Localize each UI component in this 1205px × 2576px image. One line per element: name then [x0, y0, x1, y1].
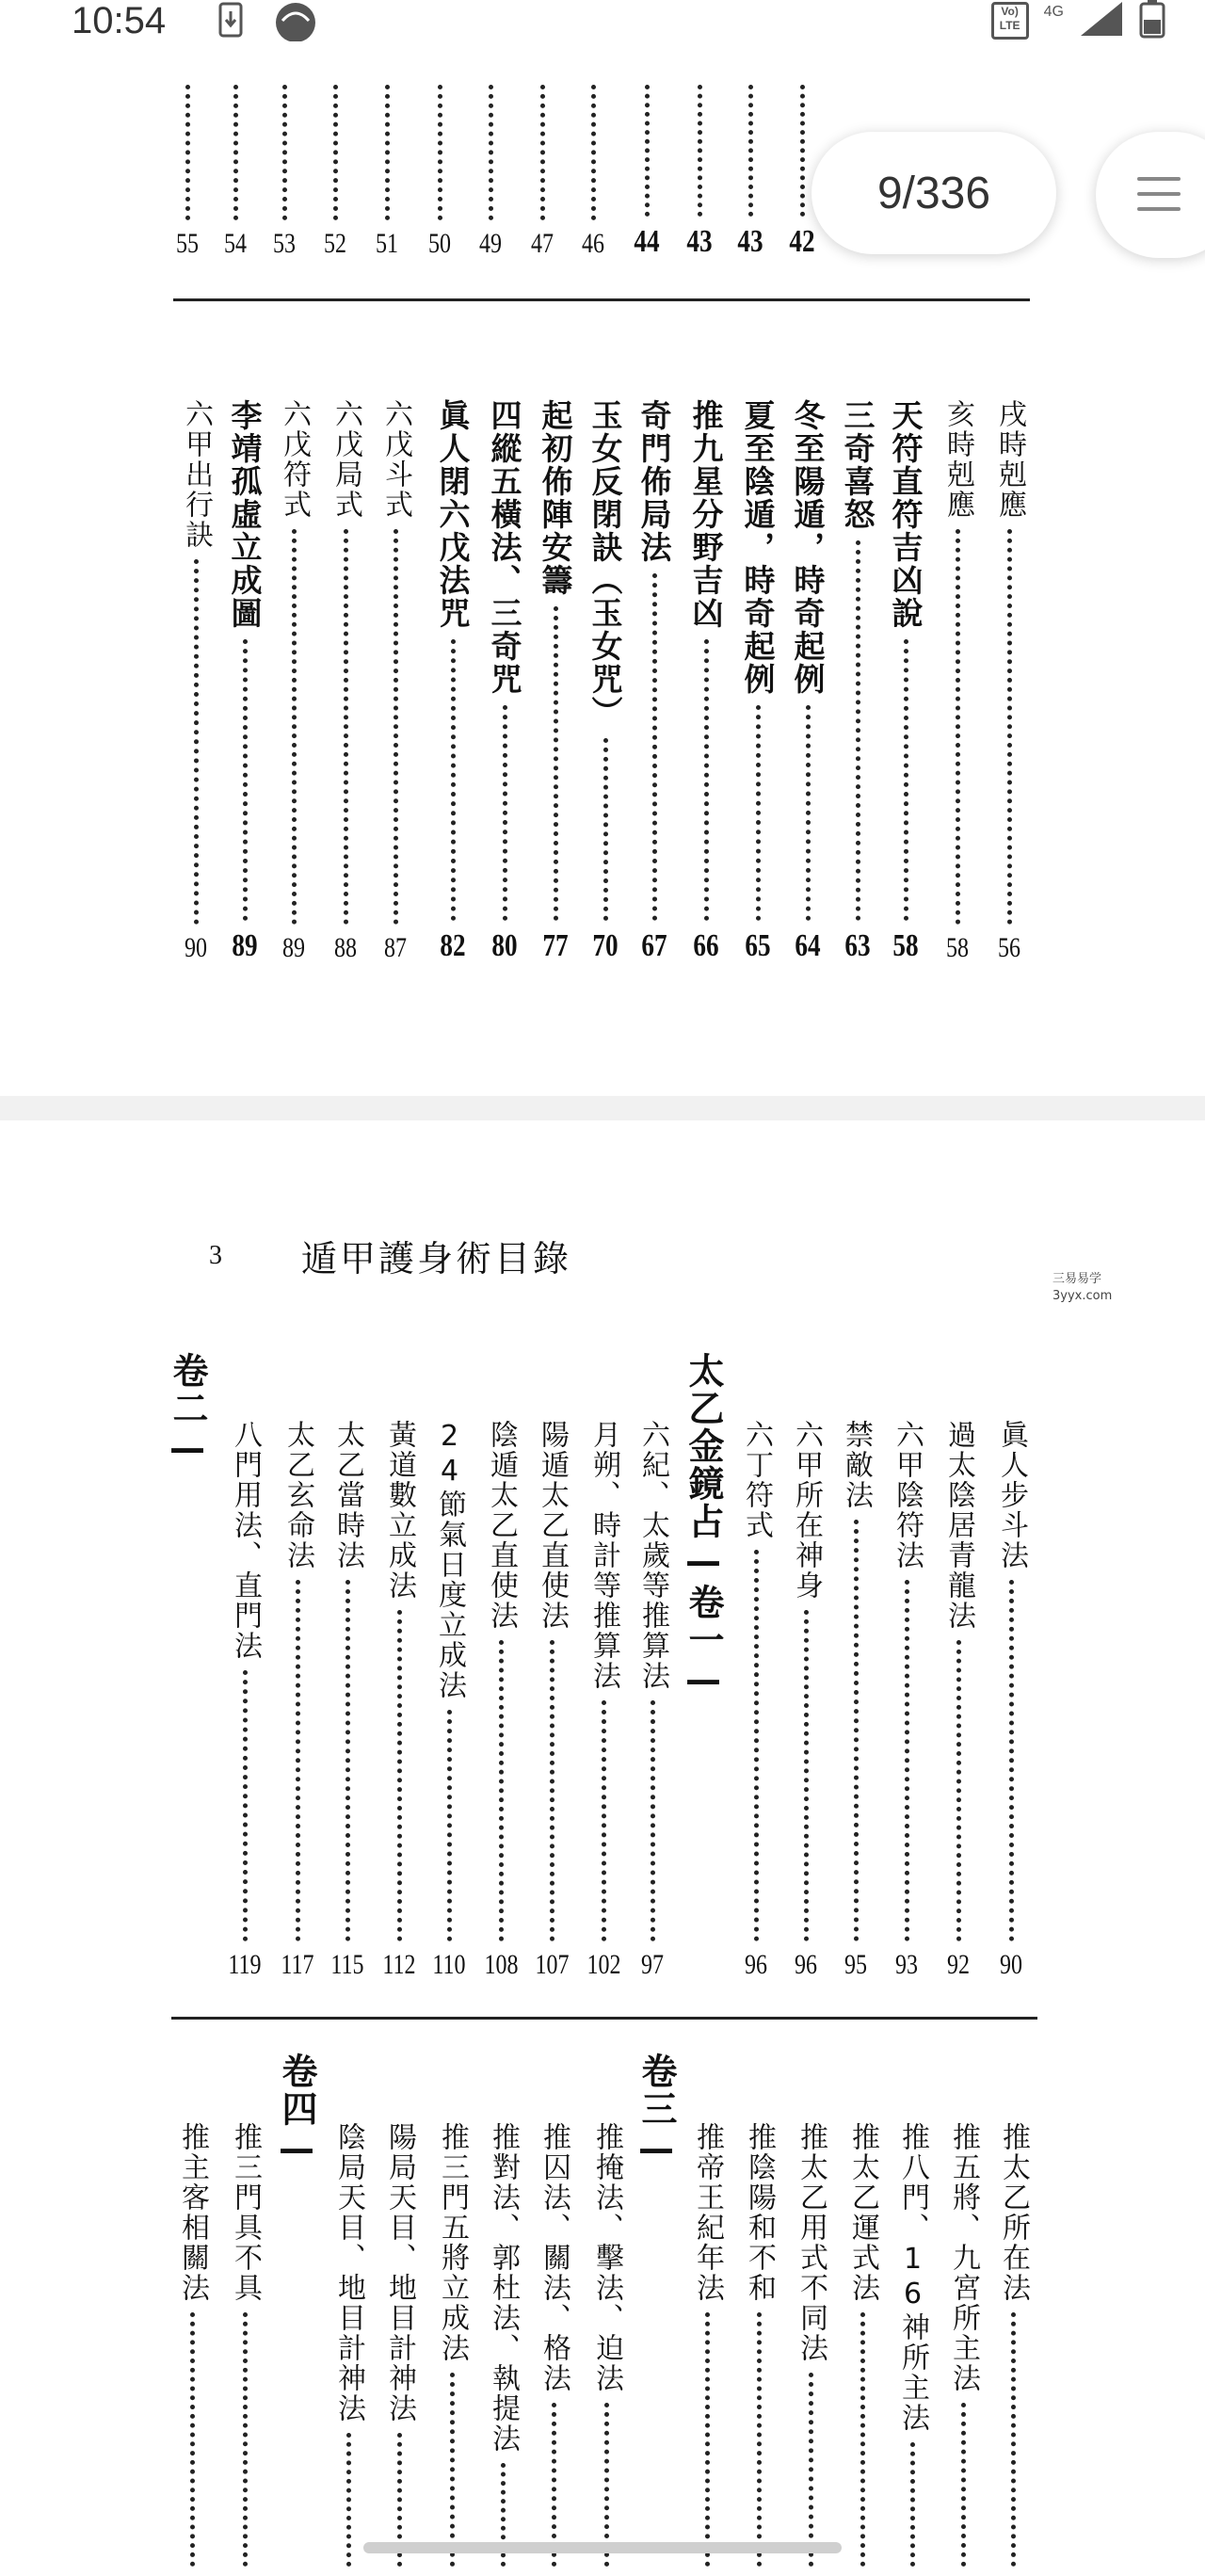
- toc-page-number: 50: [428, 228, 451, 259]
- leader-dots: [804, 1610, 809, 1941]
- toc-entry-title: 六甲出行訣: [180, 399, 213, 550]
- leader-dots: [905, 1580, 909, 1941]
- toc-page-number: 96: [745, 1949, 767, 1980]
- toc-entry: [886, 2122, 939, 2576]
- toc-entry: [413, 75, 466, 258]
- toc-page-number: 89: [232, 928, 258, 963]
- toc-page-number: 47: [531, 228, 554, 259]
- toc-page-number: 58: [892, 928, 919, 963]
- leader-dots: [499, 1640, 504, 1941]
- leader-dots: [397, 1610, 402, 1941]
- leader-dots: [550, 1640, 554, 1941]
- leader-dots: [447, 1710, 452, 1941]
- toc-entry-title: 推陰陽和不和: [743, 2122, 776, 2303]
- toc-entry-title: 李靖孤虛立成圖: [226, 399, 264, 630]
- toc-entry: [516, 75, 569, 258]
- toc-page-number: 88: [334, 932, 357, 963]
- toc-entry: [829, 1420, 882, 1979]
- toc-page-number: 51: [376, 228, 398, 259]
- toc-page-number: 87: [384, 932, 407, 963]
- toc-entry: [779, 1420, 832, 1979]
- toc-entry: [527, 2122, 580, 2576]
- leader-dots: [756, 705, 761, 921]
- toc-entry-title: 推三門具不具: [229, 2122, 262, 2303]
- toc-page-number: 92: [947, 1949, 970, 1980]
- toc-page-number: 90: [1000, 1949, 1022, 1980]
- toc-entry: [474, 1420, 527, 1979]
- toc-entry-title: 推掩法、擊法、迫法: [590, 2122, 623, 2393]
- toc-entry-title: 玉女反閉訣（玉女咒）: [586, 399, 624, 729]
- toc-entry-title: 六甲陰符法: [891, 1420, 924, 1570]
- leader-dots: [346, 2433, 351, 2567]
- leader-dots: [243, 2312, 248, 2567]
- toc-entry: [673, 75, 726, 258]
- toc-entry-title: 太乙玄命法: [281, 1420, 314, 1570]
- toc-page-number: 112: [382, 1949, 416, 1980]
- section-divider: [171, 2017, 1037, 2020]
- document-page-lower[interactable]: [0, 1120, 1205, 2576]
- toc-entry: [579, 399, 632, 962]
- watermark-text: 三易易学 3yyx.com: [1052, 1272, 1113, 1303]
- toc-page-number: 43: [737, 224, 763, 259]
- toc-entry-title: 陰遁太乙直使法: [485, 1420, 518, 1631]
- leader-dots: [956, 529, 960, 925]
- toc-entry-title: 陽局天目、地目計神法: [383, 2122, 416, 2423]
- toc-page-number: 63: [844, 928, 871, 963]
- leader-dots: [651, 1700, 655, 1941]
- toc-page-number: 82: [440, 928, 466, 963]
- home-indicator[interactable]: [363, 2542, 842, 2553]
- status-time: 10:54: [72, 0, 167, 41]
- toc-entry-title: 推對法、郭杜法、執提法: [487, 2122, 520, 2454]
- section-heading: 卷三—: [635, 2053, 677, 2171]
- toc-page-number: 77: [542, 928, 569, 963]
- leader-dots: [185, 85, 190, 220]
- leader-dots: [243, 1670, 248, 1941]
- leader-dots: [591, 85, 596, 220]
- toc-entry-title: 亥時剋應: [941, 399, 974, 520]
- toc-entry: [423, 1420, 475, 1979]
- toc-entry-title: 眞人閉六戊法咒: [434, 399, 472, 630]
- toc-entry-title: 奇門佈局法: [635, 399, 673, 564]
- toc-entry: [309, 75, 362, 258]
- toc-entry: [161, 75, 214, 258]
- toc-entry: [983, 399, 1036, 962]
- leader-dots: [394, 529, 398, 925]
- toc-entry: [218, 399, 271, 962]
- leader-dots: [451, 639, 456, 921]
- toc-entry: [880, 1420, 933, 1979]
- toc-page-number: 65: [745, 928, 771, 963]
- toc-entry: [361, 75, 413, 258]
- toc-entry-title: 24節氣日度立成法: [433, 1420, 466, 1700]
- toc-page-number: 66: [693, 928, 719, 963]
- toc-entry-title: 陽遁太乙直使法: [536, 1420, 569, 1631]
- toc-entry: [476, 2122, 529, 2576]
- toc-entry: [209, 75, 262, 258]
- leader-dots: [809, 2373, 813, 2567]
- toc-entry: [985, 1420, 1037, 1979]
- toc-entry: [580, 2122, 633, 2576]
- leader-dots: [956, 1640, 961, 1941]
- toc-entry: [426, 2122, 478, 2576]
- toc-entry: [781, 399, 834, 962]
- leader-dots: [698, 85, 702, 217]
- toc-page-number: 52: [324, 228, 346, 259]
- toc-entry-title: 六戊符式: [278, 399, 311, 520]
- toc-entry: [322, 2122, 375, 2576]
- toc-entry: [831, 399, 884, 962]
- toc-entry-title: 冬至陽遁，時奇起例: [789, 399, 827, 696]
- toc-page-number: 42: [789, 224, 815, 259]
- toc-entry-title: 過太陰居青龍法: [942, 1420, 975, 1631]
- toc-page-number: 96: [795, 1949, 817, 1980]
- leader-dots: [806, 705, 811, 921]
- leader-dots: [450, 2373, 455, 2567]
- toc-page-number: 53: [273, 228, 296, 259]
- leader-dots: [540, 85, 545, 220]
- page-indicator[interactable]: [811, 132, 1056, 254]
- network-type-label: 4G: [1043, 4, 1064, 20]
- toc-entry: [464, 75, 517, 258]
- toc-entry: [879, 399, 932, 962]
- section-heading: 卷二—: [167, 1352, 208, 1471]
- toc-entry: [271, 1420, 324, 1979]
- toc-entry: [932, 1420, 985, 1979]
- toc-entry-title: 起初佈陣安籌: [537, 399, 574, 597]
- toc-entry-title: 六紀、太歲等推算法: [636, 1420, 669, 1691]
- leader-dots: [333, 85, 338, 220]
- toc-page-number: 102: [586, 1949, 620, 1980]
- toc-page-number: 44: [634, 224, 660, 259]
- leader-dots: [282, 85, 287, 220]
- toc-page-number: 54: [224, 228, 247, 259]
- toc-entry: [931, 399, 984, 962]
- toc-entry-title: 六甲所在神身: [790, 1420, 823, 1601]
- page-number: 3: [209, 1241, 222, 1270]
- toc-page-number: 64: [795, 928, 821, 963]
- leader-dots: [243, 639, 248, 921]
- toc-entry-title: 推五將、九宮所主法: [947, 2122, 980, 2393]
- leader-dots: [704, 639, 709, 921]
- toc-page-number: 93: [895, 1949, 918, 1980]
- leader-dots: [1011, 2312, 1016, 2567]
- toc-entry: [166, 2122, 218, 2576]
- toc-entry-title: 推太乙所在法: [997, 2122, 1030, 2303]
- toc-entry: [626, 1420, 679, 1979]
- leader-dots: [748, 85, 753, 217]
- leader-dots: [503, 705, 507, 921]
- toc-entry-title: 夏至陰遁，時奇起例: [739, 399, 777, 696]
- toc-entry: [681, 2122, 733, 2576]
- toc-entry: [724, 75, 777, 258]
- toc-page-number: 110: [432, 1949, 466, 1980]
- toc-entry: [987, 2122, 1039, 2576]
- toc-entry-title: 推囚法、關法、格法: [538, 2122, 570, 2393]
- toc-entry: [218, 2122, 271, 2576]
- leader-dots: [1007, 529, 1012, 925]
- leader-dots: [652, 573, 657, 921]
- toc-entry: [478, 399, 531, 962]
- section-divider: [173, 298, 1030, 301]
- toc-page-number: 107: [535, 1949, 569, 1980]
- leader-dots: [296, 1580, 300, 1941]
- toc-page-number: 95: [844, 1949, 867, 1980]
- page-indicator-label: 9/336: [876, 168, 991, 218]
- leader-dots: [489, 85, 493, 220]
- toc-page-number: 55: [176, 228, 199, 259]
- toc-entry: [218, 1420, 271, 1979]
- leader-dots: [904, 639, 908, 921]
- toc-entry: [321, 1420, 374, 1979]
- leader-dots: [603, 738, 608, 921]
- toc-entry: [369, 399, 422, 962]
- page-gap: [0, 1096, 1205, 1120]
- toc-page-number: 89: [282, 932, 305, 963]
- leader-dots: [194, 559, 199, 925]
- leader-dots: [1009, 1580, 1014, 1941]
- leader-dots: [292, 529, 297, 925]
- leader-dots: [645, 85, 650, 217]
- toc-entry-title: 月朔、時計等推算法: [587, 1420, 620, 1691]
- toc-entry-title: 推三門五將立成法: [436, 2122, 469, 2363]
- toc-entry-title: 推帝王紀年法: [691, 2122, 724, 2303]
- toc-page-number: 117: [281, 1949, 314, 1980]
- toc-entry-title: 太乙當時法: [331, 1420, 364, 1570]
- toc-entry-title: 禁敵法: [840, 1420, 873, 1510]
- leader-dots: [233, 85, 238, 220]
- toc-entry: [319, 399, 372, 962]
- running-title: 遁甲護身術目錄: [301, 1238, 572, 1280]
- toc-entry: [680, 399, 732, 962]
- toc-entry: [267, 399, 320, 962]
- toc-entry: [529, 399, 582, 962]
- leader-dots: [344, 529, 348, 925]
- signal-icon: [1079, 0, 1124, 42]
- leader-dots: [705, 2312, 710, 2567]
- toc-entry: [567, 75, 619, 258]
- toc-entry: [373, 1420, 426, 1979]
- battery-icon: [1139, 0, 1165, 43]
- leader-dots: [438, 85, 442, 220]
- toc-entry: [731, 399, 784, 962]
- leader-dots: [602, 1700, 606, 1941]
- toc-entry-title: 六戊局式: [329, 399, 362, 520]
- toc-page-number: 67: [641, 928, 667, 963]
- toc-entry-title: 六丁符式: [740, 1420, 773, 1540]
- toc-entry-title: 黃道數立成法: [383, 1420, 416, 1601]
- leader-dots: [345, 1580, 350, 1941]
- leader-dots: [754, 1550, 759, 1941]
- toc-page-number: 70: [592, 928, 619, 963]
- toc-page-number: 80: [491, 928, 518, 963]
- toc-page-number: 108: [484, 1949, 518, 1980]
- leader-dots: [910, 2442, 915, 2567]
- toc-page-number: 119: [228, 1949, 262, 1980]
- toc-entry: [373, 2122, 426, 2576]
- toc-entry-title: 眞人步斗法: [995, 1420, 1028, 1570]
- download-icon: [218, 2, 243, 44]
- section-heading: 太乙金鏡占—卷一—: [683, 1352, 724, 1702]
- toc-entry: [937, 2122, 989, 2576]
- volte-icon: Vo) LTE: [991, 2, 1029, 40]
- toc-page-number: 58: [946, 932, 969, 963]
- leader-dots: [757, 2312, 762, 2567]
- section-heading: 卷四—: [276, 2053, 317, 2171]
- toc-entry: [784, 2122, 837, 2576]
- toc-entry-title: 推八門、16神所主法: [896, 2122, 929, 2433]
- toc-page-number: 115: [330, 1949, 364, 1980]
- toc-entry-title: 戌時剋應: [993, 399, 1026, 520]
- leader-dots: [856, 540, 860, 921]
- toc-entry: [258, 75, 311, 258]
- status-bar: [0, 0, 1205, 41]
- leader-dots: [854, 1520, 859, 1941]
- toc-entry-title: 八門用法、直門法: [229, 1420, 262, 1661]
- toc-page-number: 43: [686, 224, 713, 259]
- toc-entry: [620, 75, 673, 258]
- leader-dots: [190, 2312, 195, 2567]
- leader-dots: [385, 85, 390, 220]
- toc-page-number: 97: [641, 1949, 664, 1980]
- toc-entry: [730, 1420, 782, 1979]
- toc-page-number: 56: [998, 932, 1020, 963]
- toc-entry-title: 推太乙運式法: [846, 2122, 879, 2303]
- toc-entry: [426, 399, 479, 962]
- toc-entry: [732, 2122, 785, 2576]
- toc-entry-title: 推九星分野吉凶: [687, 399, 725, 630]
- toc-page-number: 49: [479, 228, 502, 259]
- leader-dots: [554, 606, 558, 921]
- leader-dots: [800, 85, 805, 217]
- toc-entry-title: 天符直符吉凶說: [887, 399, 924, 630]
- leader-dots: [961, 2403, 966, 2567]
- toc-page-number: 90: [185, 932, 207, 963]
- toc-entry-title: 三奇喜怒: [839, 399, 876, 531]
- toc-entry: [525, 1420, 578, 1979]
- toc-entry-title: 推太乙用式不同法: [795, 2122, 827, 2363]
- toc-entry-title: 四縱五橫法、三奇咒: [486, 399, 523, 696]
- toc-entry: [628, 399, 681, 962]
- toc-entry-title: 陰局天目、地目計神法: [332, 2122, 365, 2423]
- leader-dots: [860, 2312, 865, 2567]
- toc-entry: [169, 399, 222, 962]
- toc-entry-title: 六戊斗式: [379, 399, 412, 520]
- toc-page-number: 46: [582, 228, 604, 259]
- toc-entry: [577, 1420, 630, 1979]
- toc-entry-title: 推主客相關法: [176, 2122, 209, 2303]
- toc-entry: [836, 2122, 889, 2576]
